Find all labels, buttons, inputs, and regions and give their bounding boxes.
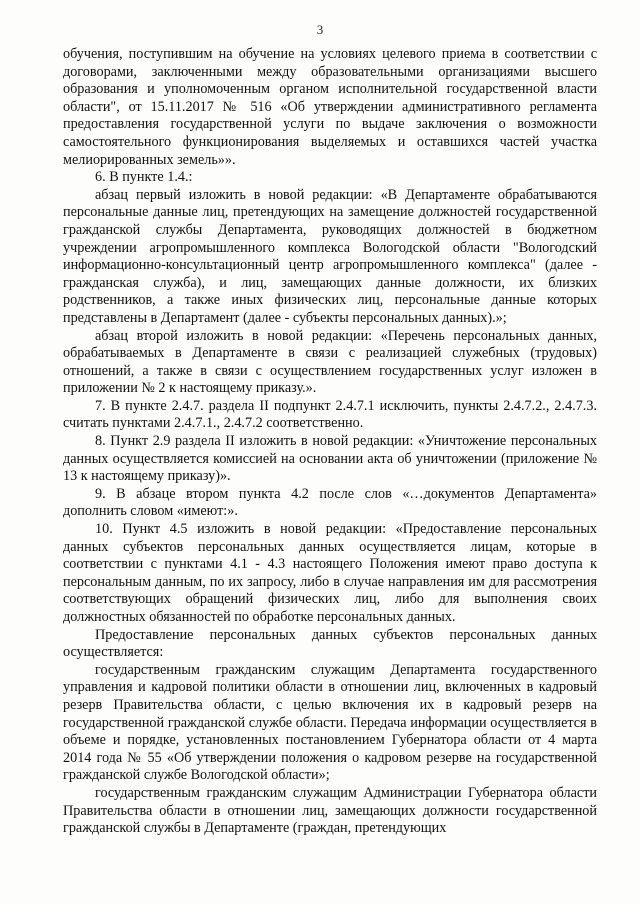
paragraph-provision-intro: Предоставление персональных данных субъектов персональных данных осуществляется: (63, 626, 597, 661)
paragraph-item-6-first-abzac: абзац первый изложить в новой редакции: «В Департаменте обрабатываются персональные данные лиц, претендующих на замещение должностей государственной гражданской службы Департамента, руководящих должностей в бюджетном учреждении агропромышленного комплекса Вологодской области "Вологодский информационно-консультационный центр агропромышленного комплекса" (далее - гражданская служба), и лиц, замещающих данные должности, их близких родственников, а также иных физических лиц, персональные данные которых представлены в Департамент (далее - субъекты персональных данных).»; (63, 186, 597, 326)
document-body (63, 46, 597, 838)
paragraph-provision-department: государственным гражданским служащим Департамента государственного управления и кадровой политики области в отношении лиц, включенных в кадровый резерв Правительства области, с целью включения их в кадровый резерв на государственной гражданской службе области. Передача информации осуществляется в объеме и порядке, установленных постановлением Губернатора области от 4 марта 2014 года № 55 «Об утверждении положения о кадровом резерве на государственной гражданской службе Вологодской области»; (63, 661, 597, 784)
paragraph-item-6-second-abzac: абзац второй изложить в новой редакции: «Перечень персональных данных, обрабатываемых в Департаменте в связи с реализацией служебных (трудовых) отношений, а также в связи с осуществлением государственных услуг изложен в приложении № 2 к настоящему приказу.». (63, 327, 597, 397)
paragraph-item-10: 10. Пункт 4.5 изложить в новой редакции: «Предоставление персональных данных субъектов персональных данных осуществляется лицам, которые в соответствии с пунктами 4.1 - 4.3 настоящего Положения имеют право доступа к персональным данным, по их запросу, либо в случае направления им для рассмотрения соответствующих обращений физических лиц, либо для выполнения своих должностных обязанностей по обработке персональных данных. (63, 521, 597, 625)
paragraph-item-8: 8. Пункт 2.9 раздела II изложить в новой редакции: «Уничтожение персональных данных осуществляется комиссией на основании акта об уничтожении (приложение № 13 к настоящему приказу)». (63, 433, 597, 485)
paragraph-provision-administration: государственным гражданским служащим Администрации Губернатора области Правительства области в отношении лиц, замещающих должности государственной гражданской службы в Департаменте (граждан, претендующих (63, 784, 597, 837)
paragraph-item-9: 9. В абзаце втором пункта 4.2 после слов «…документов Департамента» дополнить словом «имеют:». (63, 485, 597, 520)
paragraph-item-6: 6. В пункте 1.4.: (95, 169, 193, 186)
paragraph-continuation: обучения, поступившим на обучение на условиях целевого приема в соответствии с договорами, заключенными между образовательными организациями высшего образования и уполномоченным органом исполнительной государственной власти области", от 15.11.2017 № 516 «Об утверждении административного регламента предоставления государственной услуги по выдаче заключения о возможности самостоятельного функционирования выделяемых и оставшихся частей участка мелиорированных земель»». (63, 46, 597, 168)
paragraph-item-7: 7. В пункте 2.4.7. раздела II подпункт 2.4.7.1 исключить, пункты 2.4.7.2., 2.4.7.3. считать пунктами 2.4.7.1., 2.4.7.2 соответственно. (63, 397, 597, 432)
page-number: 3 (316, 22, 324, 37)
